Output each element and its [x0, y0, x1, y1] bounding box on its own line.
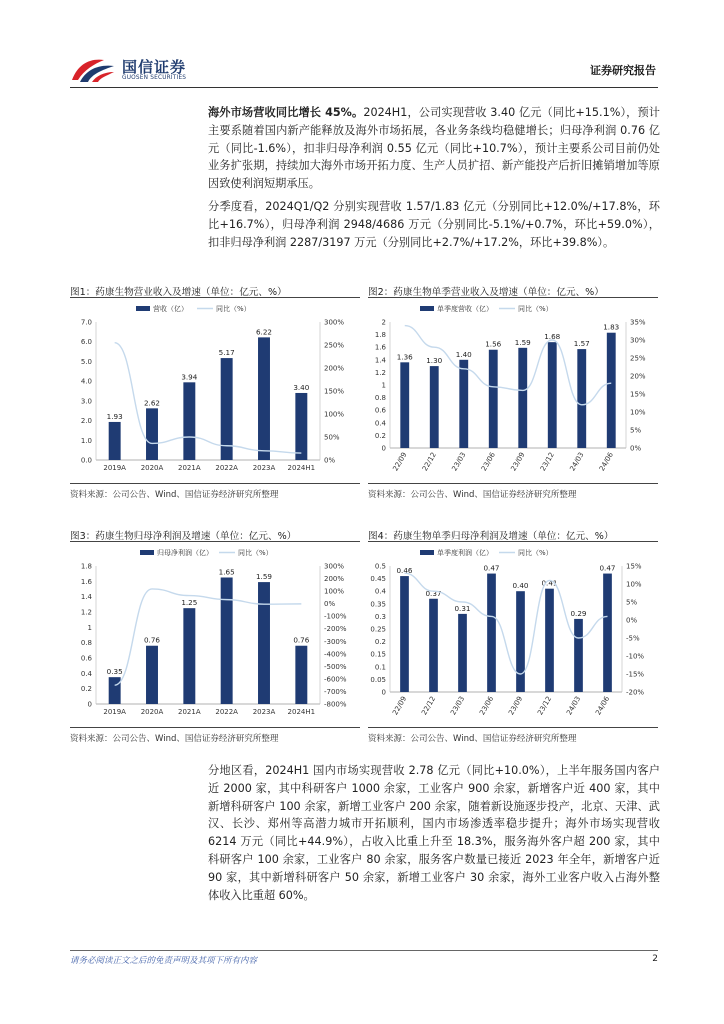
y-right-tick-label: -700% [324, 687, 347, 696]
brand-name-cn: 国信证券 [122, 58, 187, 76]
chart-legend [136, 304, 251, 313]
y-right-tick-label: 0% [630, 444, 642, 453]
bar-value-label: 1.59 [514, 337, 531, 347]
chart-bar [574, 619, 583, 692]
x-tick-label: 2019A [103, 708, 126, 716]
chart-bar [429, 599, 438, 692]
x-tick-label: 23/06 [479, 451, 497, 473]
y-left-tick-label: 7.0 [80, 318, 92, 327]
y-right-tick-label: 100% [324, 410, 345, 419]
y-right-tick-label: 250% [324, 341, 345, 350]
y-left-tick-label: 0.2 [374, 638, 386, 647]
x-tick-label: 2023A [252, 464, 276, 472]
y-left-tick-label: 0 [381, 688, 386, 697]
bar-value-label: 0.76 [143, 635, 161, 645]
x-tick-label: 22/09 [391, 695, 409, 717]
chart-bar [516, 591, 525, 692]
y-left-tick-label: 6.0 [80, 338, 92, 347]
report-type: 证券研究报告 [590, 64, 656, 77]
figure-source: 资料来源：公司公告、Wind、国信证券经济研究所整理 [368, 734, 577, 744]
chart-bar [221, 578, 233, 705]
bar-value-label: 1.93 [106, 411, 123, 421]
bar-value-label: 1.57 [573, 339, 590, 349]
bar-value-label: 1.40 [455, 349, 472, 359]
y-left-tick-label: 0.2 [374, 431, 386, 440]
y-right-tick-label: -300% [324, 637, 347, 646]
legend-line-label: 同比（%） [518, 549, 553, 557]
x-tick-label: 2023A [252, 708, 276, 716]
figure-2 [368, 284, 658, 504]
y-right-tick-label: 30% [630, 336, 646, 345]
y-right-tick-label: 10% [630, 408, 646, 417]
chart-bar [545, 589, 554, 692]
y-right-tick-label: -200% [324, 625, 347, 634]
bar-value-label: 0.40 [512, 581, 529, 591]
guosen-logo-icon [70, 54, 116, 84]
bar-value-label: 1.30 [426, 356, 443, 366]
y-right-tick-label: 300% [324, 318, 345, 327]
bar-value-label: 0.31 [454, 603, 471, 613]
x-tick-label: 24/06 [594, 695, 612, 717]
y-right-tick-label: 20% [630, 372, 646, 381]
x-tick-label: 23/09 [509, 451, 527, 473]
legend-bar-swatch [420, 306, 434, 311]
y-left-tick-label: 0.6 [80, 654, 92, 663]
bar-value-label: 0.29 [570, 608, 587, 618]
x-tick-label: 2022A [215, 708, 238, 716]
y-left-tick-label: 0.45 [370, 575, 386, 584]
y-left-tick-label: 1.8 [80, 562, 92, 571]
y-right-tick-label: 5% [626, 598, 638, 607]
chart-legend [420, 304, 553, 313]
chart-bar [258, 337, 270, 460]
x-tick-label: 22/12 [420, 695, 438, 717]
x-tick-label: 2022A [215, 464, 238, 472]
y-right-tick-label: -100% [324, 612, 347, 621]
chart-bar [459, 360, 468, 448]
chart-bar [603, 574, 612, 692]
paragraph-quarterly: 分季度看，2024Q1/Q2 分别实现营收 1.57/1.83 亿元（分别同比+12.0%/+17.8%，环比+16.7%），归母净利润 2948/4686 万元（分别同比-5.1%/+0.7%，环比+59.0%），扣非归母净利润 2287/3197 万元（分别同比+2.7%/+17.2%，环比+39.8%）。 [208, 200, 660, 249]
bar-value-label: 6.22 [255, 327, 273, 337]
chart-bar [400, 576, 409, 692]
x-tick-label: 24/03 [565, 695, 583, 717]
chart-bar [295, 646, 307, 704]
y-left-tick-label: 0.25 [370, 625, 386, 634]
paragraph-lead: 海外市场营收同比增长 45%。 [208, 106, 364, 119]
y-left-tick-label: 0.8 [80, 639, 92, 648]
y-left-tick-label: 0.4 [374, 419, 386, 428]
y-left-tick-label: 0.8 [374, 394, 386, 403]
bar-value-label: 1.65 [218, 567, 235, 577]
paragraph-regional: 分地区看，2024H1 国内市场实现营收 2.78 亿元（同比+10.0%），上半年服务国内客户近 2000 家，其中科研客户 1000 余家，工业客户 900 余家，新增客户近 400 家，其中新增科研客户 100 余家，新增工业客户 200 余家，随着新设施逐步投产，北京、天津、武汉、长沙、郑州等高潜力城市开拓顺利，国内市场渗透率稳步提升；海外市场实现营收 6214 万元（同比+44.9%），占收入比重上升至 18.3%，服务海外客户超 200 家，其中科研客户 100 余家，工业客户 80 余家，服务客户数量已接近 2023 年全年，新增客户近 90 家，其中新增科研客户 50 余家，新增工业客户 30 余家，海外工业客户收入占海外整体收入比重超 60%。 [208, 764, 660, 902]
bar-value-label: 0.76 [293, 635, 310, 645]
chart-fig4 [368, 546, 658, 724]
y-left-tick-label: 0.4 [80, 669, 92, 678]
y-right-tick-label: 0% [324, 600, 336, 609]
x-tick-label: 2021A [178, 464, 201, 472]
y-left-tick-label: 1 [381, 381, 386, 390]
chart-bar [487, 574, 496, 692]
figure-3 [70, 528, 360, 748]
x-tick-label: 23/03 [449, 695, 467, 717]
x-tick-label: 24/06 [597, 451, 615, 473]
y-right-tick-label: 15% [626, 562, 642, 571]
y-right-tick-label: -500% [324, 662, 347, 671]
y-left-tick-label: 0 [381, 444, 386, 453]
chart-bar [146, 646, 158, 704]
y-right-tick-label: 5% [630, 426, 642, 435]
chart-bar [221, 358, 233, 460]
page-header [70, 52, 658, 88]
y-right-tick-label: 0% [324, 456, 336, 465]
figure-source: 资料来源：公司公告、Wind、国信证券经济研究所整理 [70, 734, 279, 744]
x-tick-label: 23/06 [478, 695, 496, 717]
chart-legend [420, 548, 553, 557]
y-left-tick-label: 0.6 [374, 406, 386, 415]
y-right-tick-label: 50% [324, 433, 340, 442]
bar-value-label: 2.62 [143, 398, 161, 408]
chart-bar [489, 350, 498, 448]
legend-bar-label: 单季度利润（亿） [437, 549, 493, 557]
y-right-tick-label: 100% [324, 587, 345, 596]
disclaimer: 请务必阅读正文之后的免责声明及其项下所有内容 [70, 956, 258, 966]
y-right-tick-label: 200% [324, 575, 345, 584]
chart-bar [400, 362, 409, 448]
brand-name-en: GUOSEN SECURITIES [122, 75, 187, 81]
chart-legend [140, 548, 273, 557]
x-tick-label: 2019A [103, 464, 126, 472]
legend-line-label: 同比（%） [216, 305, 251, 313]
y-right-tick-label: 0% [626, 616, 638, 625]
chart-bar [258, 582, 270, 704]
y-right-tick-label: 25% [630, 354, 646, 363]
figure-source: 资料来源：公司公告、Wind、国信证券经济研究所整理 [368, 490, 577, 500]
y-right-tick-label: -800% [324, 700, 347, 709]
chart-fig1 [70, 302, 360, 480]
y-right-tick-label: -400% [324, 650, 347, 659]
figure-4 [368, 528, 658, 748]
bar-value-label: 3.94 [181, 372, 198, 382]
y-right-tick-label: 35% [630, 318, 646, 327]
chart-fig3 [70, 546, 360, 724]
bar-value-label: 0.46 [396, 566, 413, 576]
bar-value-label: 1.68 [544, 332, 561, 342]
chart-bar [183, 608, 195, 704]
chart-fig2 [368, 302, 658, 480]
chart-line-series [115, 343, 302, 453]
paragraph-summary [208, 104, 660, 193]
legend-bar-swatch [420, 550, 434, 555]
x-tick-label: 24/03 [568, 451, 586, 473]
bar-value-label: 5.17 [218, 348, 235, 358]
bar-value-label: 1.25 [181, 598, 198, 608]
figure-title: 图3：药康生物归母净利润及增速（单位：亿元、%） [70, 531, 297, 542]
y-left-tick-label: 1.8 [374, 331, 386, 340]
y-left-tick-label: 1.4 [80, 593, 92, 602]
y-left-tick-label: 2.0 [80, 417, 92, 426]
bar-value-label: 0.41 [541, 578, 558, 588]
bar-value-label: 1.83 [603, 322, 620, 332]
y-right-tick-label: -600% [324, 675, 347, 684]
y-left-tick-label: 0.1 [374, 663, 386, 672]
y-right-tick-label: 10% [626, 580, 642, 589]
x-tick-label: 23/03 [450, 451, 468, 473]
bar-value-label: 3.40 [293, 382, 310, 392]
y-left-tick-label: 0.4 [374, 587, 386, 596]
bar-value-label: 0.37 [425, 588, 442, 598]
y-left-tick-label: 1.4 [374, 356, 386, 365]
y-left-tick-label: 2 [381, 318, 386, 327]
y-left-tick-label: 1.6 [80, 577, 92, 586]
guosen-logo [70, 52, 210, 86]
x-tick-label: 23/12 [538, 451, 556, 473]
figure-title: 图4：药康生物单季归母净利润及增速（单位：亿元、%） [368, 531, 614, 542]
chart-bar [295, 393, 307, 460]
chart-bar [518, 348, 527, 448]
y-right-tick-label: 300% [324, 562, 345, 571]
chart-bar [458, 614, 467, 692]
x-tick-label: 2020A [140, 708, 164, 716]
y-left-tick-label: 0.3 [374, 612, 386, 621]
y-right-tick-label: -20% [626, 688, 645, 697]
x-tick-label: 22/12 [420, 451, 438, 473]
y-left-tick-label: 1 [87, 623, 92, 632]
chart-bar [109, 677, 121, 704]
figure-title: 图1：药康生物营业收入及增速（单位：亿元、%） [70, 287, 287, 298]
chart-bar [607, 333, 616, 448]
chart-bar [430, 366, 439, 448]
bar-value-label: 0.35 [106, 667, 123, 677]
figure-1 [70, 284, 360, 504]
x-tick-label: 2021A [178, 708, 201, 716]
y-right-tick-label: 200% [324, 364, 345, 373]
y-left-tick-label: 3.0 [80, 397, 92, 406]
y-left-tick-label: 0.5 [374, 562, 386, 571]
chart-bar [183, 382, 195, 460]
x-tick-label: 2024H1 [287, 708, 316, 716]
y-left-tick-label: 4.0 [80, 377, 92, 386]
bar-value-label: 1.59 [255, 572, 273, 582]
y-left-tick-label: 1.2 [80, 608, 92, 617]
x-tick-label: 23/12 [536, 695, 554, 717]
y-right-tick-label: -10% [626, 652, 645, 661]
chart-bar [548, 342, 557, 448]
bar-value-label: 0.47 [483, 563, 500, 573]
legend-line-label: 同比（%） [238, 549, 273, 557]
legend-bar-label: 营收（亿） [153, 305, 188, 313]
figure-source: 资料来源：公司公告、Wind、国信证券经济研究所整理 [70, 490, 279, 500]
legend-bar-label: 归母净利润（亿） [157, 549, 213, 557]
chart-bar [109, 422, 121, 460]
y-left-tick-label: 0 [87, 700, 92, 709]
y-left-tick-label: 1.2 [374, 368, 386, 377]
paragraph-body: 2024H1，公司实现营收 3.40 亿元（同比+15.1%），预计主要系随着国内新产能释放及海外市场拓展，各业务条线均稳健增长；归母净利润 0.76 亿元（同比-1.6%），扣非归母净利润 0.55 亿元（同比+10.7%），预计主要系公司目前仍处业务扩张期，持续加大海外市场开拓力度、生产人员扩招、新产能投产后折旧摊销增加等原因致使利润短期承压。 [208, 106, 660, 191]
x-tick-label: 2024H1 [287, 464, 316, 472]
figure-title: 图2：药康生物单季营业收入及增速（单位：亿元、%） [368, 287, 604, 298]
page-number: 2 [652, 954, 658, 964]
bar-value-label: 1.36 [396, 352, 413, 362]
legend-bar-swatch [140, 550, 154, 555]
y-left-tick-label: 0.2 [80, 685, 92, 694]
y-right-tick-label: 15% [630, 390, 646, 399]
y-left-tick-label: 0.15 [370, 650, 386, 659]
y-left-tick-label: 0.0 [80, 456, 92, 465]
y-right-tick-label: -5% [626, 634, 640, 643]
x-tick-label: 2020A [140, 464, 164, 472]
y-right-tick-label: -15% [626, 670, 645, 679]
legend-bar-swatch [136, 306, 150, 311]
legend-line-label: 同比（%） [518, 305, 553, 313]
chart-line-series [115, 589, 302, 685]
y-left-tick-label: 1.6 [374, 343, 386, 352]
y-left-tick-label: 1.0 [80, 436, 92, 445]
chart-bar [146, 408, 158, 460]
y-left-tick-label: 5.0 [80, 357, 92, 366]
x-tick-label: 22/09 [391, 451, 409, 473]
bar-value-label: 0.47 [599, 563, 616, 573]
x-tick-label: 23/09 [507, 695, 525, 717]
y-left-tick-label: 0.35 [370, 600, 386, 609]
bar-value-label: 1.56 [485, 339, 502, 349]
chart-bar [577, 349, 586, 448]
legend-bar-label: 单季度营收（亿） [437, 305, 493, 313]
y-right-tick-label: 150% [324, 387, 345, 396]
y-left-tick-label: 0.05 [370, 675, 386, 684]
